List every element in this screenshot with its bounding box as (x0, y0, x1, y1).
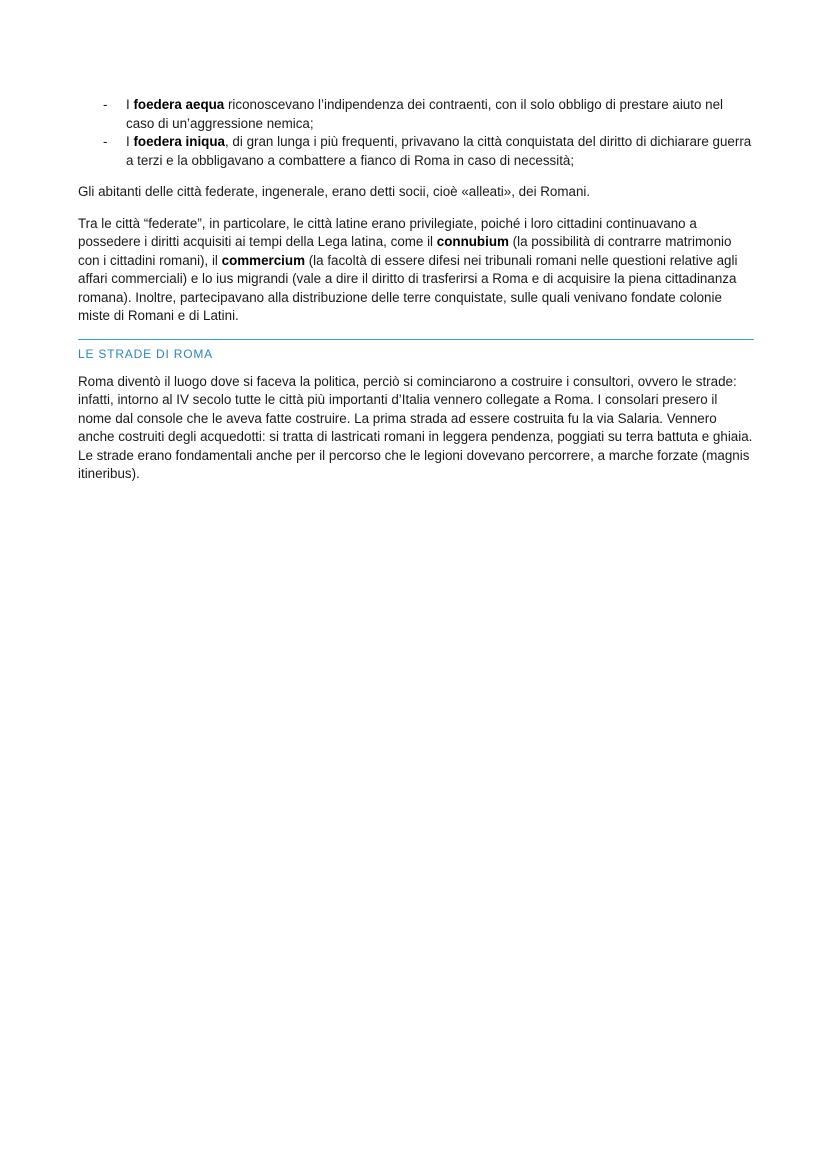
list-item (78, 133, 754, 170)
bold-term: foedera aequa (133, 97, 225, 112)
paragraph-text: (la facoltà di essere difesi nei tribunali romani nelle questioni relative agli affari commerciali) e lo ius migrandi (vale a dire il diritto di trasferirsi a Roma e di acquisire la piena cittadinanza romana). Inoltre, partecipavano alla distribuzione delle terre conquistate, sulle quali venivano fondate colonie miste di Romani e di Latini. (78, 252, 738, 323)
bullet-dash: - (103, 97, 108, 112)
bullet-text: , di gran lunga i più frequenti, privavano la città conquistata del diritto di dichiarare guerra a terzi e la obbligavano a combattere a fianco di Roma in caso di necessità; (126, 134, 752, 168)
bullet-dash: - (103, 134, 108, 149)
paragraph-strade: Roma diventò il luogo dove si faceva la politica, perciò si cominciarono a costruire i consultori, ovvero le strade: infatti, intorno al IV secolo tutte le città più importanti d’Italia vennero collegate a Roma. I consolari presero il nome dal console che le aveva fatte costruire. La prima strada ad essere costruita fu la via Salaria. Vennero anche costruiti degli acquedotti: si tratta di lastricati romani in leggera pendenza, poggiati su terra battuta e ghiaia. Le strade erano fondamentali anche per il percorso che le legioni dovevano percorrere, a marche forzate (magnis itineribus). (78, 373, 753, 481)
paragraph-citta-latine (78, 215, 754, 326)
section-heading: LE STRADE DI ROMA (78, 346, 213, 361)
page-content (78, 96, 754, 497)
bullet-text: riconoscevano l’indipendenza dei contraenti, con il solo obbligo di prestare aiuto nel caso di un’aggressione nemica; (126, 97, 723, 131)
paragraph-socii: Gli abitanti delle città federate, ingenerale, erano detti socii, cioè «alleati», dei Romani. (78, 184, 591, 199)
bullet-prefix: I (126, 134, 134, 149)
section-divider (78, 339, 754, 362)
bullet-prefix: I (126, 97, 134, 112)
list-item (78, 96, 754, 133)
paragraph-text: Tra le città “federate”, in particolare, le città latine erano privilegiate, poiché i loro cittadini continuavano a possedere i diritti acquisiti ai tempi della Lega latina, come il (78, 215, 697, 249)
bullet-list (78, 96, 754, 170)
bold-term: foedera iniqua (133, 134, 225, 149)
bold-term: connubium (436, 234, 509, 249)
paragraph-text: (la possibilità di contrarre matrimonio con i cittadini romani), il (78, 234, 732, 268)
bold-term: commercium (221, 252, 305, 268)
